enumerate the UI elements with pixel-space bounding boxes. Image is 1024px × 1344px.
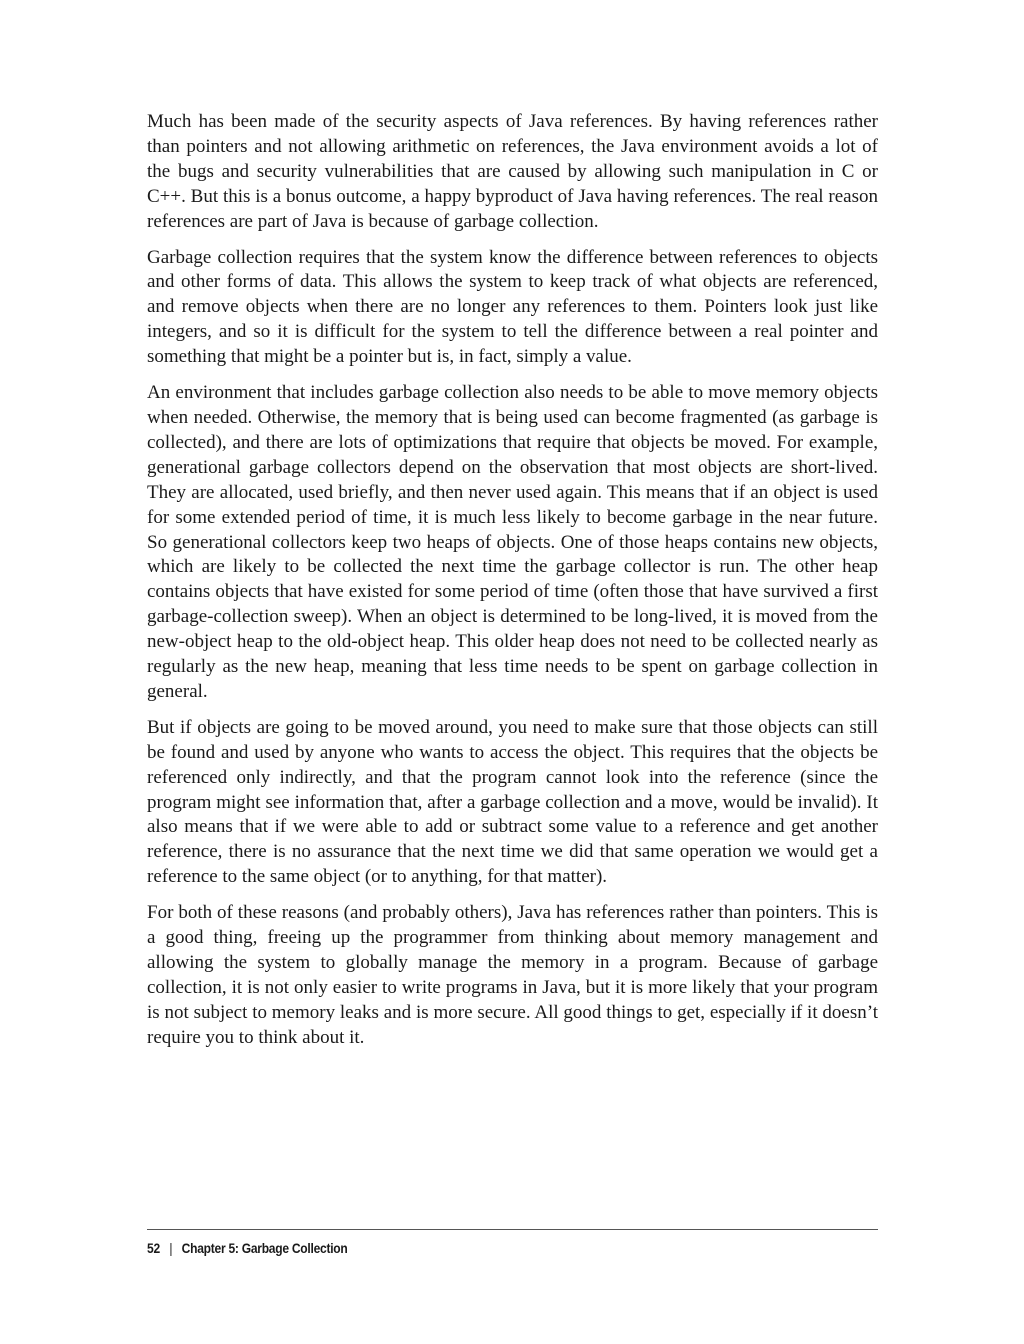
paragraph-moving-objects: An environment that includes garbage collection also needs to be able to move memory objects when needed. Otherwise, the memory that is being used can become fragmented (as garbage is collected), and there are lots of optimizations that require that objects be moved. For example, generational garbage collectors depend on the observation that most objects are short-lived. They are allocated, used briefly, and then never used again. This means that if an object is used for some extended period of time, it is much less likely to become garbage in the near future. So generational collectors keep two heaps of objects. One of those heaps contains new objects, which are likely to be collected the next time the garbage collector is run. The other heap contains objects that have existed for some period of time (often those that have survived a first garbage-collection sweep). When an object is determined to be long-lived, it is moved from the new-object heap to the old-object heap. This older heap does not need to be collected nearly as regularly as the new heap, meaning that less time needs to be spent on garbage collection in general. [147,382,878,702]
paragraph-indirect-reference: But if objects are going to be moved around, you need to make sure that those objects can still be found and used by anyone who wants to access the object. This requires that the objects be referenced only indirectly, and that the program cannot look into the reference (since the program might see information that, after a garbage collection and a move, would be invalid). It also means that if we were able to add or subtract some value to a reference and get another reference, there is no assurance that the next time we did that same operation we would get a reference to the same object (or to anything, for that matter). [147,716,878,888]
page-footer [147,1240,347,1256]
body-text [147,110,878,1062]
footer-separator: | [169,1240,173,1256]
chapter-title: Chapter 5: Garbage Collection [181,1240,348,1256]
paragraph-security: Much has been made of the security aspects of Java references. By having references rather than pointers and not allowing arithmetic on references, the Java environment avoids a lot of the bugs and security vulnerabilities that are caused by allowing such manipulation in C or C++. But this is a bonus outcome, a happy byproduct of Java having references. The real reason references are part of Java is because of garbage collection. [147,111,878,232]
paragraph-conclusion: For both of these reasons (and probably others), Java has references rather than pointers. This is a good thing, freeing up the programmer from thinking about memory management and allowing the system to globally manage the memory in a program. Because of garbage collection, it is not only easier to write programs in Java, but it is more likely that your program is not subject to memory leaks and is more secure. All good things to get, especially if it doesn’t require you to think about it. [147,902,878,1048]
footer-divider [147,1229,878,1230]
page-number: 52 [147,1240,160,1256]
paragraph-references-vs-data: Garbage collection requires that the system know the difference between references to objects and other forms of data. This allows the system to keep track of what objects are referenced, and remove objects when there are no longer any references to them. Pointers look just like integers, and so it is difficult for the system to tell the difference between a real pointer and something that might be a pointer but is, in fact, simply a value. [147,246,878,368]
